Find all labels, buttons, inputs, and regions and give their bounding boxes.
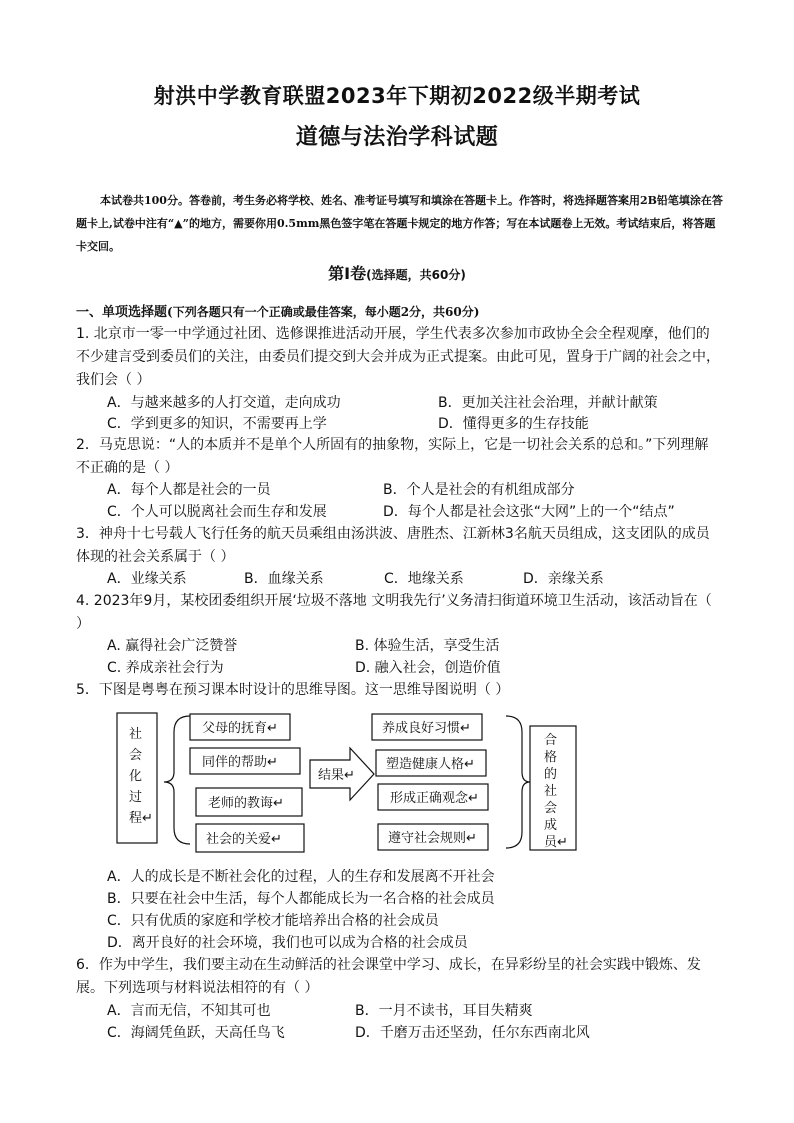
question-6-stem: 6．作为中学生，我们要主动在生动鲜活的社会课堂中学习、成长，在异彩纷呈的社会实践中锻炼、发展。下列选项与材料说法相符的有（ ） (76, 957, 701, 996)
question-5-option-c: C．只有优质的家庭和学校才能培养出合格的社会成员 (107, 913, 439, 929)
question-4-option-a: A. 赢得社会广泛赞誉 (107, 638, 238, 654)
question-1-option-d: D．懂得更多的生存技能 (438, 416, 589, 432)
mind-map-factor-4: 社会的关爱↵ (206, 832, 282, 847)
mind-map-result-1: 养成良好习惯↵ (382, 721, 471, 736)
mind-map-right-char-2: 格 (544, 750, 558, 765)
mind-map-factor-2: 同伴的帮助↵ (202, 755, 278, 770)
mind-map-left-char-4: 过 (129, 790, 143, 805)
exam-subject-title: 道德与法治学科试题 (295, 125, 499, 150)
mind-map-right-char-1: 合 (544, 733, 558, 748)
question-4-option-c: C. 养成亲社会行为 (107, 660, 224, 676)
section-name: 第Ⅰ卷 (328, 264, 367, 283)
exam-title: 射洪中学教育联盟2023年下期初2022级半期考试 (153, 84, 641, 108)
question-1-option-c: C．学到更多的知识，不需要再上学 (107, 416, 327, 432)
exam-notice: 本试卷共100分。答卷前，考生务必将学校、姓名、准考证号填写和填涂在答题卡上。作答时，将选择题答案用2B铅笔填涂在答题卡上,试卷中注有“▲”的地方，需要你用0.5mm黑色签字笔在答题卡规定的地方作答；写在本试题卷上无效。考试结束后，将答题卡交回。 (76, 194, 723, 253)
question-3-option-c: C．地缘关系 (384, 571, 464, 587)
question-1-stem: 1. 北京市一零一中学通过社团、选修课推进活动开展，学生代表多次参加市政协全会全程观摩，他们的不少建言受到委员们的关注，由委员们提交到大会并成为正式提案。由此可见，置身于广阔的社会之中，我们会（ ） (76, 326, 720, 388)
mind-map-right-char-3: 的 (544, 767, 558, 782)
question-6-option-a: A．言而无信，不知其可也 (107, 1003, 271, 1019)
question-2-option-b: B．个人是社会的有机组成部分 (383, 482, 575, 498)
question-4-option-d: D. 融入社会，创造价值 (355, 660, 501, 676)
mind-map-left-char-2: 会 (129, 748, 143, 763)
question-5-option-d: D．离开良好的社会环境，我们也可以成为合格的社会成员 (107, 935, 468, 951)
mind-map-left-char-5: 程↵ (129, 811, 153, 826)
part-title: 一、单项选择题 (76, 305, 168, 320)
mind-map-right-char-5: 会 (544, 801, 558, 816)
question-3-stem: 3．神舟十七号载人飞行任务的航天员乘组由汤洪波、唐胜杰、江新林3名航天员组成，这支团队的成员体现的社会关系属于（ ） (76, 526, 710, 565)
mind-map-result-4: 遵守社会规则↵ (388, 831, 477, 846)
question-3-option-d: D．亲缘关系 (523, 571, 604, 587)
part-heading (76, 301, 479, 320)
mind-map-diagram (110, 708, 590, 860)
question-2-option-a: A．每个人都是社会的一员 (107, 482, 271, 498)
mind-map-right-char-7: 员↵ (544, 835, 568, 850)
section-heading (0, 261, 794, 284)
question-5-option-a: A．人的成长是不断社会化的过程，人的生存和发展离不开社会 (107, 869, 495, 885)
mind-map-arrow-label: 结果↵ (318, 768, 355, 783)
question-3-option-a: A．业缘关系 (107, 571, 187, 587)
question-4-option-b: B. 体验生活，享受生活 (355, 638, 500, 654)
mind-map-factor-3: 老师的教诲↵ (208, 796, 284, 811)
mind-map-result-3: 形成正确观念↵ (390, 791, 479, 806)
question-6-option-c: C．海阔凭鱼跃，天高任鸟飞 (107, 1025, 285, 1041)
mind-map-right-char-6: 成 (544, 818, 558, 833)
question-2-option-d: D．每个人都是社会这张“大网”上的一个“结点” (383, 504, 675, 520)
mind-map-right-char-4: 社 (544, 784, 558, 799)
question-3-option-b: B．血缘关系 (244, 571, 324, 587)
mind-map-factor-1: 父母的抚育↵ (202, 721, 278, 736)
question-2-stem: 2．马克思说：“人的本质并不是单个人所固有的抽象物，实际上，它是一切社会关系的总和。”下列理解不正确的是（ ） (76, 437, 709, 476)
mind-map-left-char-1: 社 (129, 727, 143, 742)
section-note: (选择题，共60分) (366, 268, 466, 282)
question-5-option-b: B．只要在社会中生活，每个人都能成长为一名合格的社会成员 (107, 891, 495, 907)
question-2-option-c: C．个人可以脱离社会而生存和发展 (107, 504, 327, 520)
question-1-option-a: A．与越来越多的人打交道，走向成功 (107, 395, 341, 411)
question-6-option-b: B．一月不读书，耳目失精爽 (355, 1003, 533, 1019)
mind-map-left-char-3: 化 (129, 769, 143, 784)
question-6-option-d: D．千磨万击还坚劲，任尔东西南北风 (355, 1025, 590, 1041)
mind-map-result-2: 塑造健康人格↵ (386, 757, 475, 772)
question-4-stem: 4. 2023年9月，某校团委组织开展‘垃圾不落地 文明我先行’义务清扫街道环境卫生活动，该活动旨在（ ） (76, 593, 712, 632)
part-note: (下列各题只有一个正确或最佳答案，每小题2分，共60分) (167, 305, 480, 319)
question-5-stem: 5．下图是粤粤在预习课本时设计的思维导图。这一思维导图说明（ ） (76, 682, 510, 698)
question-1-option-b: B．更加关注社会治理，并献计献策 (438, 395, 658, 411)
